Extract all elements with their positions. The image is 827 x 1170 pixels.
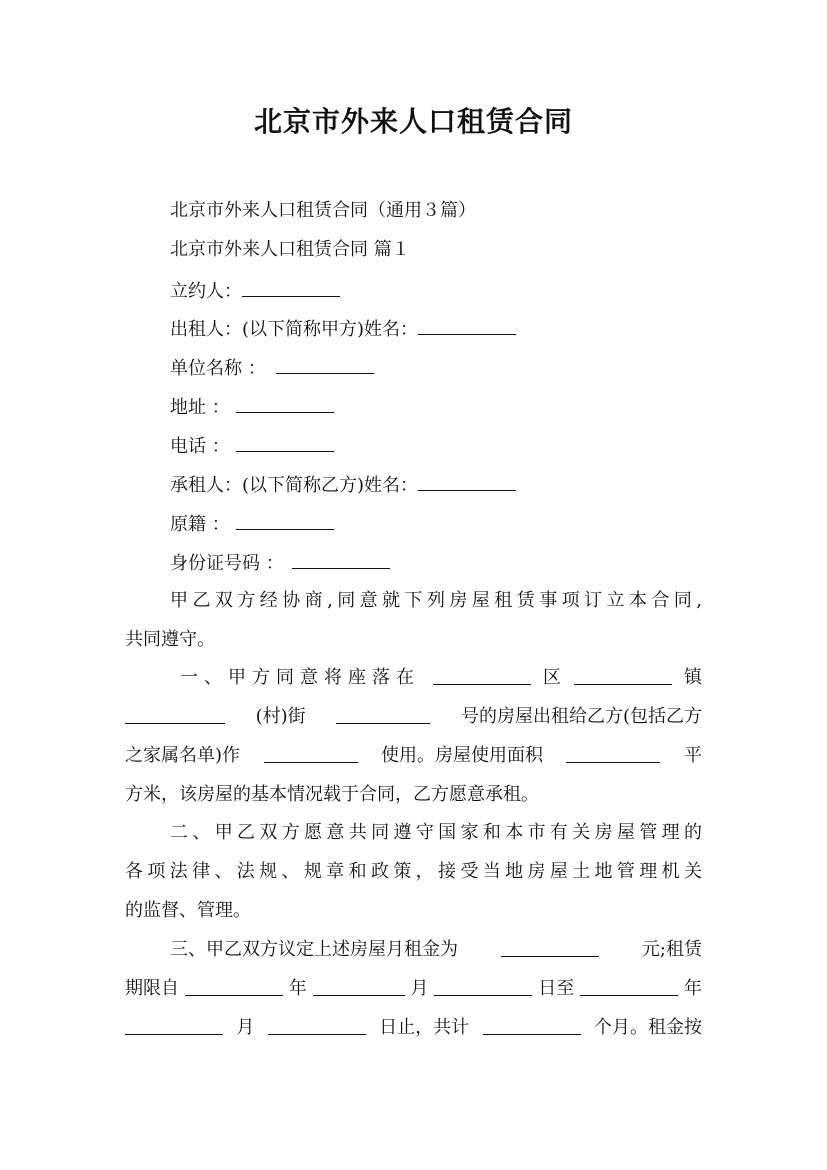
lessor-field — [170, 316, 516, 342]
rent-blank — [501, 938, 599, 957]
clause-3-text-d: 年 — [288, 978, 307, 999]
clause-2-line-2: 各项法律、法规、规章和政策，接受当地房屋土地管理机关 — [125, 861, 702, 882]
street-number-blank — [336, 705, 430, 724]
lessee-label: 承租人：(以下简称乙方)姓名： — [170, 475, 419, 496]
clause-1-text-g: 使用。房屋使用面积 — [381, 745, 543, 766]
area-blank — [566, 744, 660, 763]
clause-1-text-b: 区 — [543, 667, 561, 688]
district-blank — [433, 666, 531, 685]
clause-3-line-3 — [125, 1016, 702, 1040]
clause-3-text-c: 期限自 — [125, 978, 179, 999]
clause-1-text-f: 之家属名单)作 — [125, 745, 241, 766]
phone-field — [170, 433, 334, 459]
unit-label: 单位名称 ： — [170, 358, 266, 379]
town-blank — [574, 666, 672, 685]
clause-1-text-h: 平 — [683, 745, 702, 766]
clause-1-text-c: 镇 — [684, 667, 702, 688]
clause-1-line-3 — [125, 744, 702, 768]
party-label: 立约人： — [170, 281, 242, 302]
clause-2-line-1: 二、甲乙双方愿意共同遵守国家和本市有关房屋管理的 — [170, 822, 702, 843]
clause-3-text-b: 元;租赁 — [641, 939, 702, 960]
clause-1-text-d: (村)街 — [255, 706, 306, 727]
clause-3-line-1 — [170, 938, 702, 962]
end-month-blank — [125, 1016, 223, 1035]
clause-2-line-3: 的监督、管理。 — [125, 900, 251, 921]
address-label: 地址 ： — [170, 397, 230, 418]
address-field — [170, 394, 334, 420]
unit-field — [170, 355, 374, 381]
id-field — [170, 550, 390, 576]
address-blank — [236, 394, 334, 413]
party-blank — [242, 278, 340, 297]
start-year-blank — [185, 977, 283, 996]
clause-3-text-a: 三、甲乙双方议定上述房屋月租金为 — [170, 939, 458, 960]
clause-3-text-h: 月 — [236, 1017, 255, 1038]
lessor-name-blank — [418, 316, 516, 335]
origin-field — [170, 511, 334, 537]
section-heading: 北京市外来人口租赁合同 篇１ — [170, 239, 410, 260]
village-blank — [125, 705, 225, 724]
clause-3-text-f: 日至 — [538, 978, 575, 999]
lessee-field — [170, 472, 516, 498]
intro-line-1: 甲乙双方经协商,同意就下列房屋租赁事项订立本合同, — [170, 590, 702, 611]
clause-3-text-g: 年 — [684, 978, 702, 999]
clause-3-line-2 — [125, 977, 702, 1001]
document-title: 北京市外来人口租赁合同 — [253, 105, 573, 138]
origin-blank — [236, 511, 334, 530]
clause-3-text-e: 月 — [410, 978, 429, 999]
id-label: 身份证号码 ： — [170, 553, 284, 574]
id-blank — [292, 550, 390, 569]
clause-1-line-4: 方米，该房屋的基本情况载于合同，乙方愿意承租。 — [125, 784, 539, 805]
phone-blank — [236, 433, 334, 452]
document-subtitle: 北京市外来人口租赁合同（通用３篇） — [170, 200, 476, 221]
clause-1-text-e: 号的房屋出租给乙方(包括乙方 — [460, 706, 702, 727]
phone-label: 电话 ： — [170, 436, 230, 457]
usage-blank — [264, 744, 358, 763]
party-field — [170, 278, 340, 304]
total-months-blank — [483, 1016, 581, 1035]
start-month-blank — [313, 977, 405, 996]
clause-1-text-a: 一、甲方同意将座落在 — [180, 667, 420, 688]
unit-blank — [276, 355, 374, 374]
clause-1-line-1 — [180, 666, 702, 690]
origin-label: 原籍 ： — [170, 514, 230, 535]
start-day-blank — [434, 977, 532, 996]
end-day-blank — [268, 1016, 366, 1035]
intro-line-2: 共同遵守。 — [125, 629, 215, 650]
clause-1-line-2 — [125, 705, 702, 729]
lessee-name-blank — [418, 472, 516, 491]
clause-3-text-i: 日止，共计 — [379, 1017, 470, 1038]
lessor-label: 出租人：(以下简称甲方)姓名： — [170, 319, 419, 340]
clause-3-text-j: 个月。租金按 — [593, 1017, 702, 1038]
end-year-blank — [580, 977, 678, 996]
